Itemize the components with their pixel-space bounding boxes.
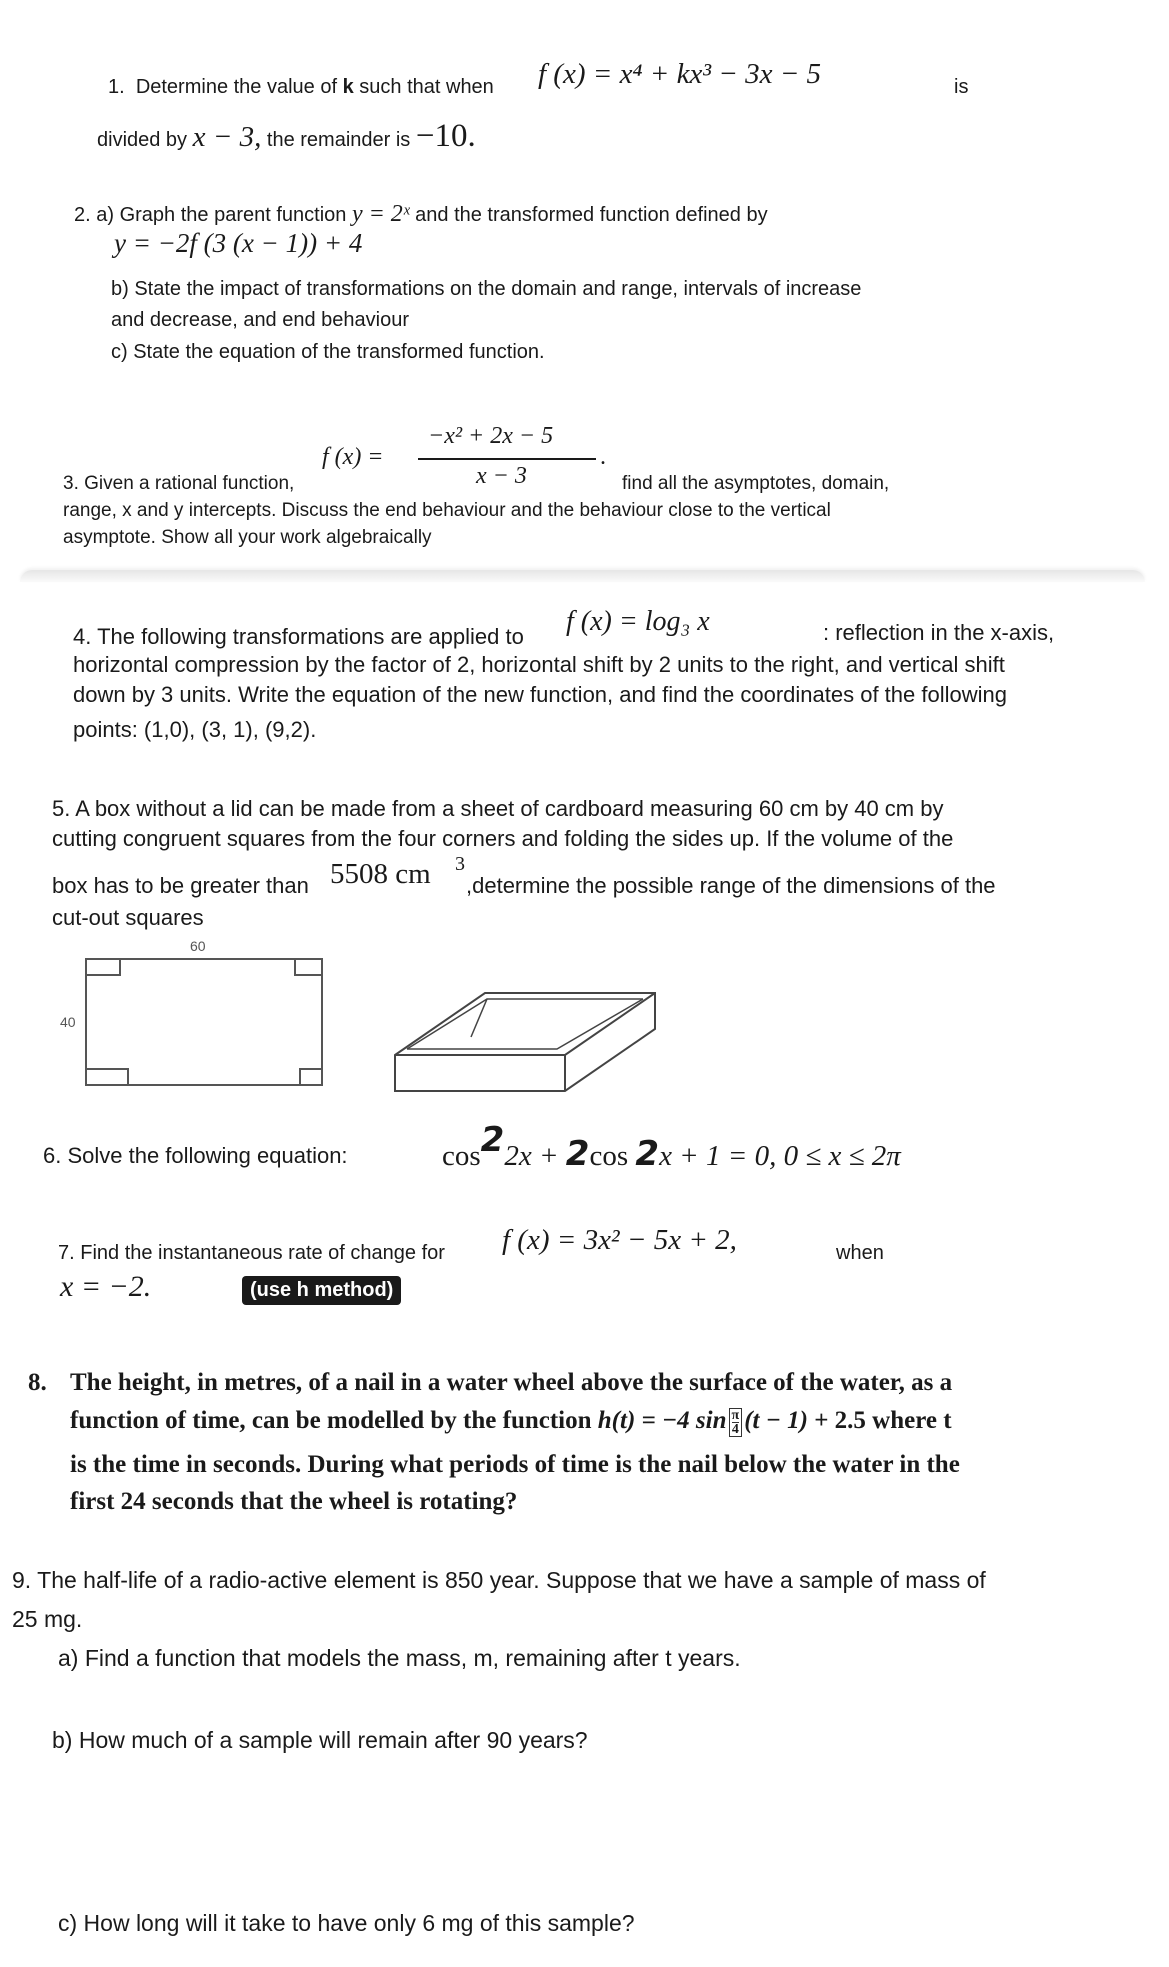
q4-points: points: (1,0), (3, 1), (9,2). [73,717,317,742]
height-label: 40 [60,1014,76,1030]
q5-volume-exponent: 3 [455,853,465,875]
q5-line4: cut-out squares [52,905,204,930]
q4-tail-text: : reflection in the x-axis, [823,620,1055,645]
q1-divided-text: divided by [97,129,193,151]
q5-volume [330,858,431,891]
q2-line1 [74,201,768,228]
cardboard-outline [86,959,322,1085]
q8-line2-text: function of time, can be modelled by the function [70,1407,598,1434]
q1-divisor: x − 3, [192,121,262,153]
q4-log-function: f (x) = log₃ x [566,606,710,637]
corner-square-top-left [86,959,120,975]
q7-when-text: when [836,1242,884,1264]
q8-fraction-box [729,1408,743,1437]
q1-polynomial: f (x) = x⁴ + kx³ − 3x − 5 [538,58,822,90]
q9-line1: 9. The half-life of a radio-active element is 850 year. Suppose that we have a sample of mass of [12,1567,986,1593]
corner-square-bottom-right [300,1069,322,1085]
cardboard-net-diagram [40,935,340,1095]
q8-formula: h(t) = −4 sin [597,1407,727,1434]
q5-line3a: box has to be greater than [52,873,309,898]
q8-line2-end: + 2.5 where t [807,1407,952,1434]
q3-fraction-bar [418,458,596,460]
q1-is-text: is [954,76,969,98]
q8-fraction-denominator: 4 [731,1421,739,1437]
q2-transformed-function: y = −2f (3 (x − 1)) + 4 [114,228,363,258]
q1-remainder-value: −10. [415,118,476,154]
corner-square-bottom-left [86,1069,128,1085]
q2-parent-function: y = 2ˣ [351,201,410,227]
page-divider [20,570,1145,582]
q2-lead-text: 2. a) Graph the parent function [74,204,352,226]
q8-fraction-numerator: π [731,1407,740,1423]
q7-x-value: x = −2. [60,1270,152,1303]
q4-line3: down by 3 units. Write the equation of the new function, and find the coordinates of the following [73,682,1007,707]
q1-number: 1. [108,76,125,98]
q1-lead-text: Determine the value of [135,76,343,98]
q2-tail-text: and the transformed function defined by [415,204,768,226]
corner-square-top-right [295,959,322,975]
q4-lead-text: 4. The following transformations are applied to [73,624,524,649]
q5-line1: 5. A box without a lid can be made from a sheet of cardboard measuring 60 cm by 40 cm by [52,796,944,821]
q5-line3b: ,determine the possible range of the dimensions of the [466,873,996,898]
q8-line4: first 24 seconds that the wheel is rotating? [70,1488,518,1515]
q3-denominator: x − 3 [476,463,527,489]
q6-handwritten-exponent: 2 [480,1120,505,1160]
q6-cos-1: cos [442,1140,481,1172]
q4-line2: horizontal compression by the factor of 2, horizontal shift by 2 units to the right, and vertical shift [73,652,1005,677]
q8-line3: is the time in seconds. During what periods of time is the nail below the water in the [70,1451,960,1478]
q9-line2: 25 mg. [12,1606,83,1632]
q3-lead-text: 3. Given a rational function, [63,473,295,494]
q3-lhs: f (x) = [322,444,384,470]
box-outline [395,993,655,1091]
q2-part-c: c) State the equation of the transformed function. [111,341,545,363]
q8-line2 [70,1407,952,1437]
q6-handwritten-argument: 2 [635,1134,660,1174]
open-box-diagram [385,985,665,1110]
q1-remainder-text: the remainder is [266,129,416,151]
q1-line2 [97,118,476,155]
q6-equation [442,1120,901,1174]
q5-line2: cutting congruent squares from the four corners and folding the sides up. If the volume of the [52,826,954,851]
q5-volume-value: 5508 cm [330,858,431,890]
q7-lead-text: 7. Find the instantaneous rate of change for [58,1242,445,1264]
q9-part-c: c) How long will it take to have only 6 mg of this sample? [58,1910,635,1936]
q6-handwritten-coefficient: 2 [565,1134,590,1174]
q2-part-b-line1: b) State the impact of transformations on the domain and range, intervals of increase [111,278,862,300]
q3-numerator: −x² + 2x − 5 [428,423,554,449]
q1-k-variable: k [342,76,354,98]
q6-term-1: 2x + [504,1140,566,1172]
q1-mid-text: such that when [353,76,494,98]
q2-part-b-line2: and decrease, and end behaviour [111,309,410,331]
q3-period: . [600,444,606,470]
q8-formula-tail: (t − 1) [744,1407,808,1434]
q8-line1: The height, in metres, of a nail in a water wheel above the surface of the water, as a [70,1369,953,1396]
q6-cos-2: cos [589,1140,636,1172]
q8-number: 8. [28,1369,47,1396]
q3-tail-text: find all the asymptotes, domain, [622,473,890,494]
q1-line1 [108,76,494,99]
q7-h-method-badge: (use h method) [242,1276,401,1305]
q3-line2: range, x and y intercepts. Discuss the end behaviour and the behaviour close to the vertical [63,500,831,521]
width-label: 60 [190,938,206,954]
q3-line3: asymptote. Show all your work algebraically [63,527,432,548]
q9-part-a: a) Find a function that models the mass, m, remaining after t years. [58,1645,741,1671]
q9-part-b: b) How much of a sample will remain after 90 years? [52,1727,588,1753]
q7-function: f (x) = 3x² − 5x + 2, [502,1224,737,1256]
q6-lead-text: 6. Solve the following equation: [43,1143,348,1168]
q6-rest: x + 1 = 0, 0 ≤ x ≤ 2π [659,1140,901,1172]
